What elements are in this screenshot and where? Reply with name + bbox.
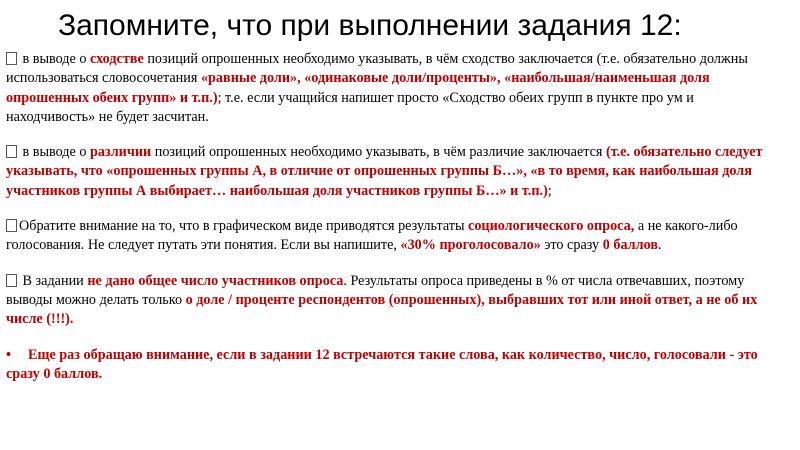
warning-text: Еще раз обращаю внимание, если в задании 12 встречаются такие слова, как количество, число, голосовали - это сразу 0 баллов. — [6, 346, 758, 382]
paragraph-text: позиций опрошенных необходимо указывать, в чём различие заключается — [151, 144, 606, 161]
paragraph-text: это сразу — [540, 237, 603, 254]
paragraph-survey-note — [6, 217, 776, 256]
bullet-icon: • — [6, 346, 11, 363]
paragraph-similarity — [6, 50, 776, 127]
paragraph-total-count — [6, 272, 776, 330]
highlight-text: различии — [90, 144, 152, 161]
paragraph-text: . Результаты опроса приведены в % от числа отвечавших, поэтому выводы можно делать только — [6, 272, 745, 308]
highlight-text: социологического опроса, — [468, 218, 635, 235]
paragraph-final-warning — [6, 346, 776, 385]
paragraph-text: В задании — [19, 272, 88, 289]
paragraph-text: ; т.е. если учащийся напишет просто «Сходство обеих групп в пункте про ум и находчивость» не будет засчитан. — [6, 89, 694, 125]
paragraph-text: Обратите внимание на то, что в графическом виде приводятся результаты — [19, 218, 469, 235]
highlight-text: 0 баллов — [602, 237, 658, 254]
slide-title: Запомните, что при выполнении задания 12: — [58, 9, 682, 42]
paragraph-text: . — [657, 237, 662, 254]
missing-glyph-box-icon — [6, 145, 17, 158]
highlight-text: о доле / проценте респондентов (опрошенных), выбравших тот или иной ответ, а не об их числе (!!!). — [6, 291, 758, 328]
paragraph-text: ; — [547, 182, 552, 199]
highlight-text: (т.е. обязательно следует указывать, что «опрошенных группы А, в отличие от опрошенных группы Б…», «в то время, как наибольшая доля участников группы А выбирает… наибольшая доля участников группы Б…» и т.п.) — [6, 144, 763, 199]
highlight-text: не дано общее число участников опроса — [87, 272, 344, 289]
highlight-text: сходстве — [90, 51, 144, 67]
paragraph-text: в выводе о — [19, 144, 91, 161]
paragraph-text: в выводе о — [19, 51, 91, 67]
missing-glyph-box-icon — [6, 219, 17, 232]
paragraph-text: а не какого-либо голосования. Не следует путать эти понятия. Если вы напишите, — [6, 218, 738, 254]
missing-glyph-box-icon — [6, 52, 17, 65]
highlight-text: «30% проголосовало» — [400, 237, 541, 254]
slide-body — [6, 50, 776, 384]
paragraph-difference — [6, 143, 776, 201]
highlight-text: «равные доли», «одинаковые доли/проценты», «наибольшая/наименьшая доля опрошенных обеих групп» и т.п.) — [6, 70, 710, 106]
paragraph-text: позиций опрошенных необходимо указывать, в чём сходство заключается (т.е. обязательно должны использоваться словосочетания — [6, 51, 748, 87]
missing-glyph-box-icon — [6, 274, 17, 287]
